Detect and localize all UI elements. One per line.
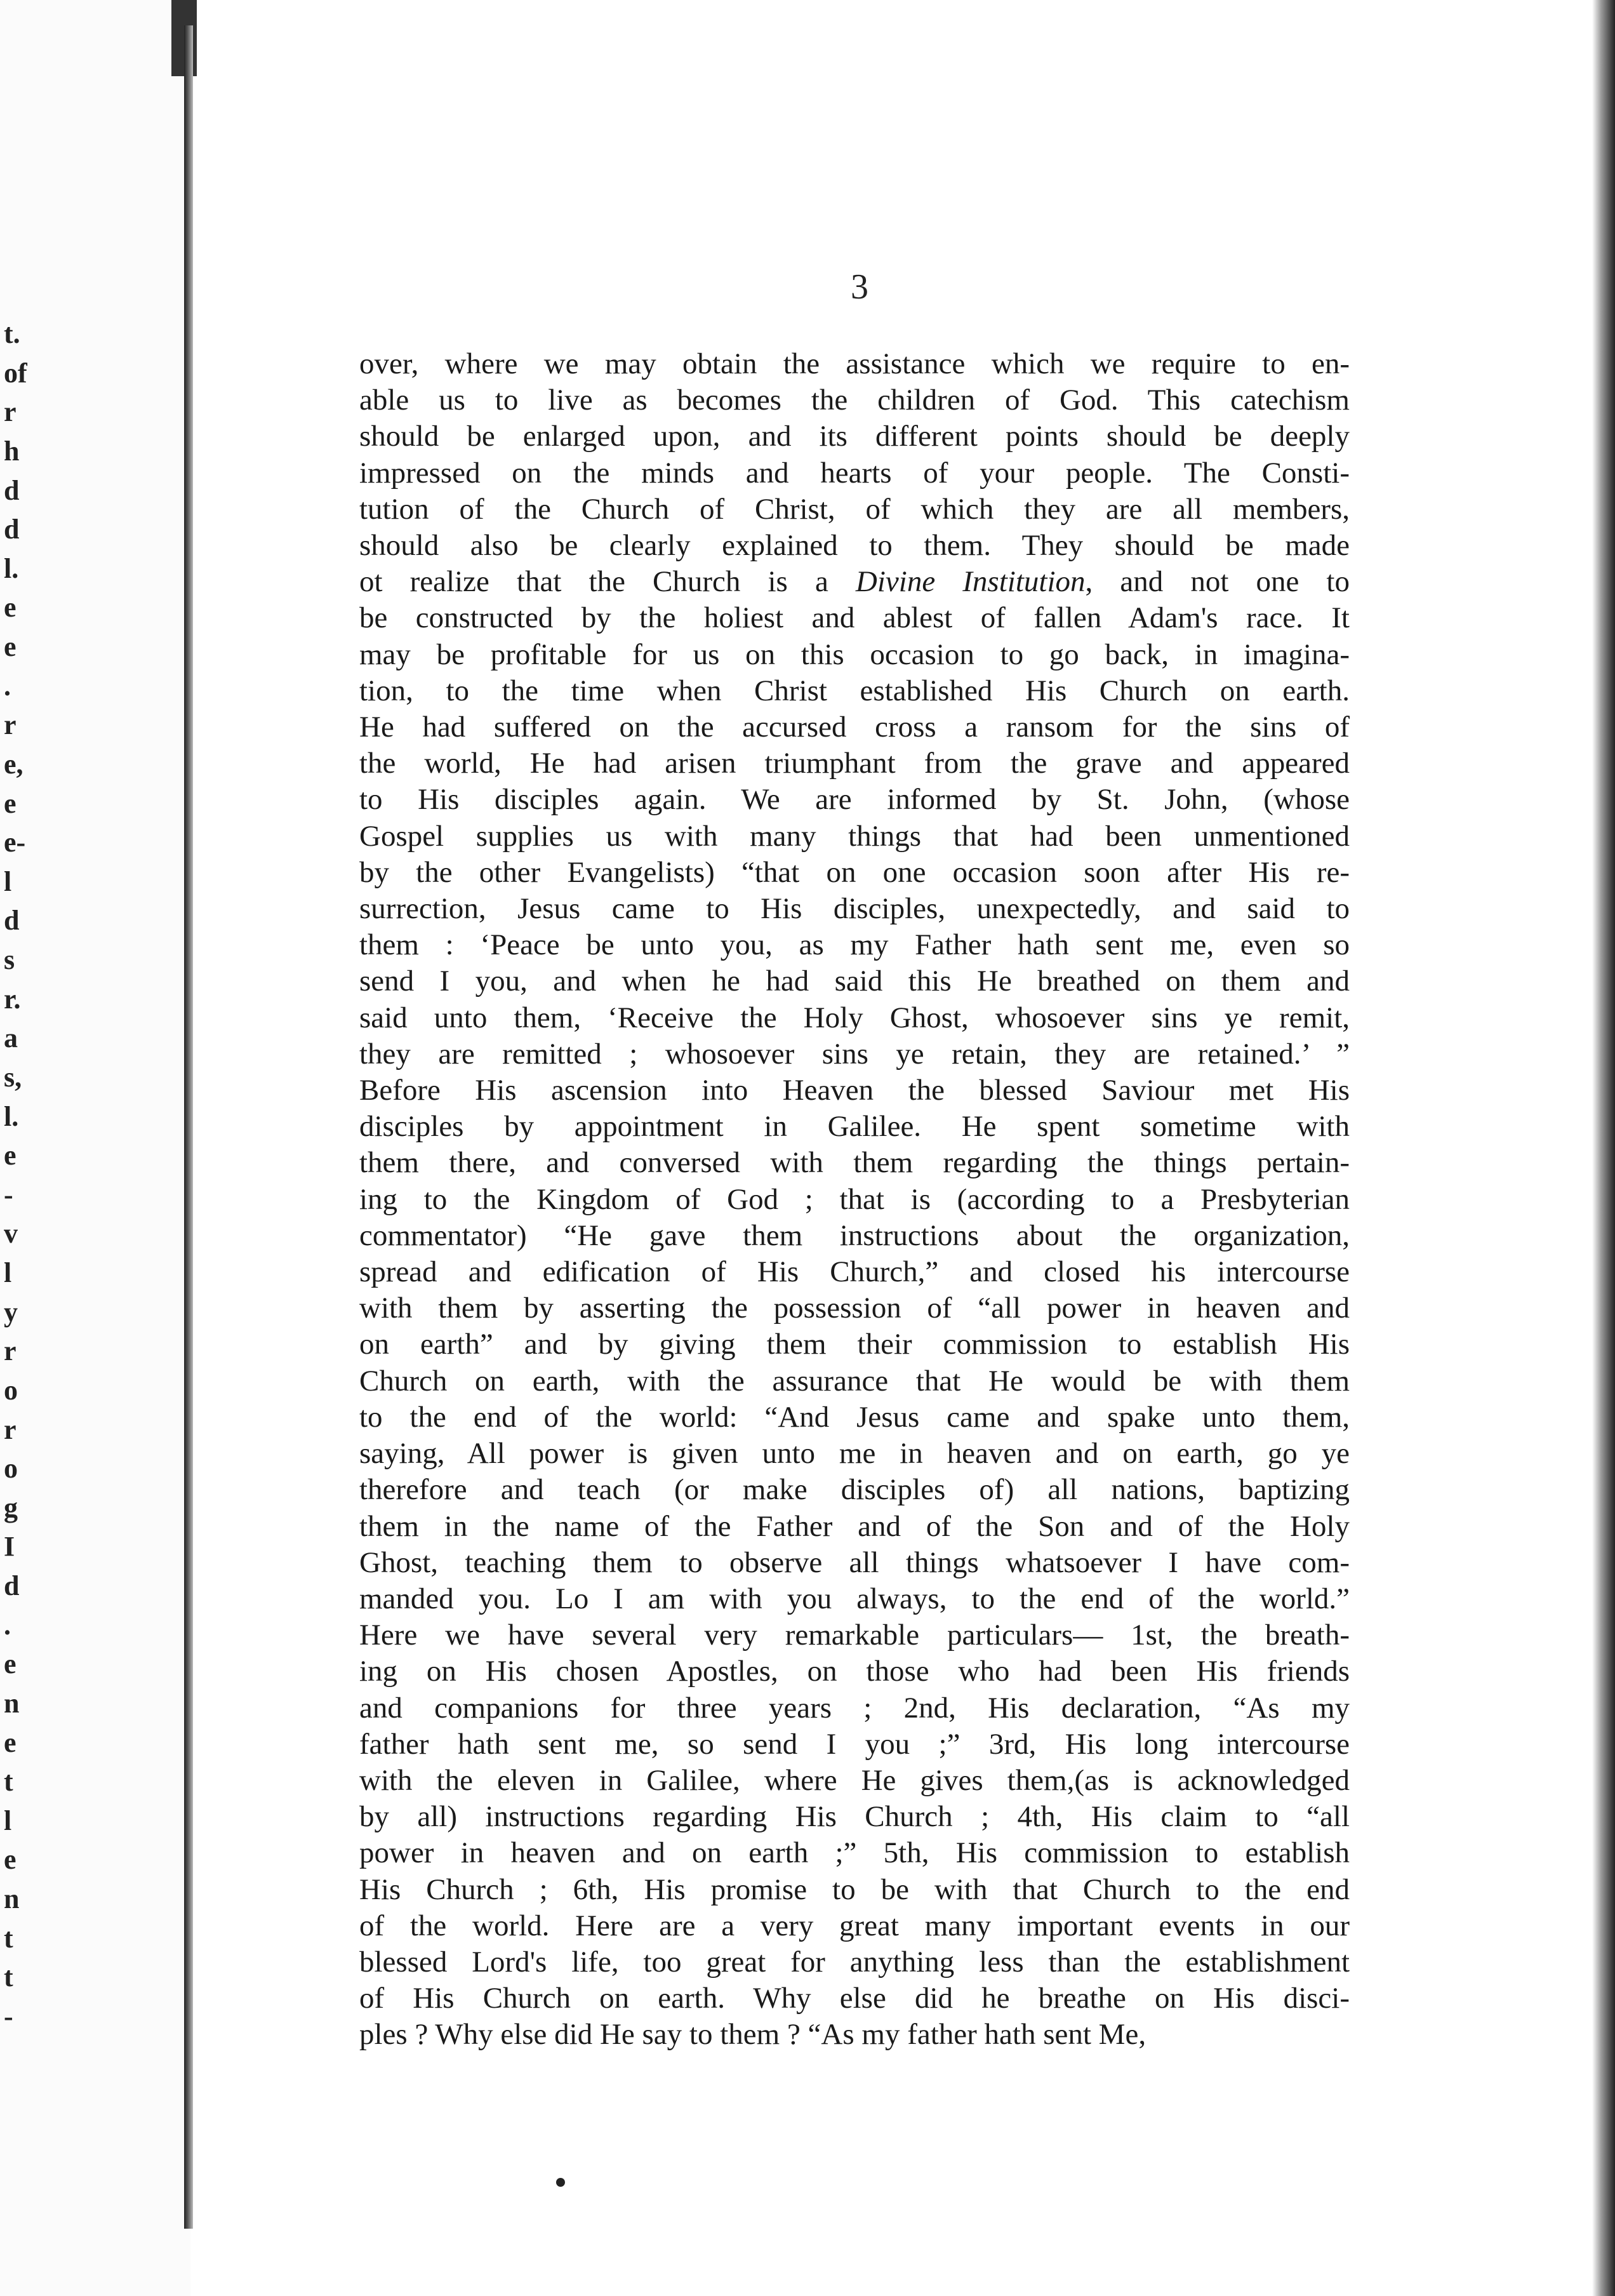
fragment-glyph: e: [4, 1844, 17, 1876]
fragment-glyph: .: [4, 1609, 11, 1641]
text-line: them there, and conversed with them regarding the things pertain-: [359, 1146, 1350, 1180]
text-line: of the world. Here are a very great many important events in our: [359, 1909, 1350, 1942]
text-line: them in the name of the Father and of the Son and of the Holy: [359, 1509, 1350, 1543]
text-line: may be profitable for us on this occasion to go back, in imagina-: [359, 637, 1350, 671]
page-number: 3: [851, 267, 868, 307]
fragment-glyph: o: [4, 1374, 18, 1406]
fragment-glyph: t.: [4, 318, 20, 349]
text-line: should also be clearly explained to them. They should be made: [359, 529, 1350, 563]
fragment-glyph: e: [4, 1140, 17, 1171]
page-edge-line: [184, 25, 193, 2229]
text-line: with the eleven in Galilee, where He gives them,(as is acknowledged: [359, 1763, 1350, 1797]
fragment-glyph: s: [4, 944, 15, 976]
fragment-glyph: g: [4, 1492, 18, 1523]
text-line: power in heaven and on earth ;” 5th, His commission to establish: [359, 1836, 1350, 1870]
text-line: spread and edification of His Church,” and closed his intercourse: [359, 1255, 1350, 1289]
text-line: should be enlarged upon, and its different points should be deeply: [359, 420, 1350, 453]
fragment-glyph: t: [4, 1961, 13, 1993]
facing-page-fragments: [0, 0, 25, 2296]
text-line: to the end of the world: “And Jesus came and spake unto them,: [359, 1400, 1350, 1434]
fragment-glyph: n: [4, 1883, 20, 1915]
fragment-glyph: e,: [4, 748, 23, 780]
fragment-glyph: d: [4, 1570, 20, 1602]
fragment-glyph: l: [4, 865, 12, 897]
fragment-glyph: r.: [4, 983, 21, 1015]
fragment-glyph: r: [4, 709, 17, 741]
fragment-glyph: e: [4, 592, 17, 624]
fragment-glyph: o: [4, 1453, 18, 1485]
fragment-glyph: e: [4, 787, 17, 819]
text-line: they are remitted ; whosoever sins ye retain, they are retained.’ ”: [359, 1037, 1350, 1071]
text-line: of His Church on earth. Why else did he breathe on His disci-: [359, 1982, 1350, 2015]
fragment-glyph: e: [4, 1726, 17, 1758]
fragment-glyph: v: [4, 1218, 18, 1250]
fragment-glyph: r: [4, 1413, 17, 1445]
text-line: ot realize that the Church is a Divine Institution, and not one to: [359, 565, 1350, 599]
text-line: Before His ascension into Heaven the blessed Saviour met His: [359, 1074, 1350, 1107]
fragment-glyph: l: [4, 1257, 12, 1289]
fragment-glyph: l.: [4, 552, 19, 584]
text-line: ples ? Why else did He say to them ? “As my father hath sent Me,: [359, 2018, 1146, 2052]
text-line: said unto them, ‘Receive the Holy Ghost, whosoever sins ye remit,: [359, 1001, 1350, 1034]
fragment-glyph: d: [4, 905, 20, 937]
text-line: disciples by appointment in Galilee. He spent sometime with: [359, 1110, 1350, 1144]
text-line: able us to live as becomes the children of God. This catechism: [359, 384, 1350, 417]
facing-page-strip: [0, 0, 190, 2296]
fragment-glyph: e-: [4, 827, 26, 858]
emphasis: Divine Institution: [855, 565, 1086, 599]
text-line: He had suffered on the accursed cross a ransom for the sins of: [359, 711, 1350, 744]
fragment-glyph: -: [4, 2001, 13, 2032]
text-line: Ghost, teaching them to observe all things whatsoever I have com-: [359, 1545, 1350, 1579]
fragment-glyph: -: [4, 1178, 13, 1210]
text-line: Gospel supplies us with many things that had been unmentioned: [359, 819, 1350, 853]
fragment-glyph: r: [4, 396, 17, 428]
text-line: to His disciples again. We are informed by St. John, (whose: [359, 783, 1350, 817]
fragment-glyph: r: [4, 1335, 17, 1367]
fragment-glyph: y: [4, 1296, 18, 1328]
text-line: on earth” and by giving them their commission to establish His: [359, 1328, 1350, 1361]
text-line: be constructed by the holiest and ablest of fallen Adam's race. It: [359, 601, 1350, 635]
text-line: them : ‘Peace be unto you, as my Father hath sent me, even so: [359, 928, 1350, 962]
text-line: tion, to the time when Christ established His Church on earth.: [359, 674, 1350, 707]
text-line: send I you, and when he had said this He breathed on them and: [359, 964, 1350, 998]
fragment-glyph: d: [4, 474, 20, 506]
text-line: blessed Lord's life, too great for anything less than the establishment: [359, 1945, 1350, 1979]
fragment-glyph: l.: [4, 1100, 19, 1132]
fragment-glyph: e: [4, 631, 17, 663]
body-text: [359, 346, 1350, 2053]
fragment-glyph: t: [4, 1766, 13, 1798]
fragment-glyph: d: [4, 514, 20, 545]
text-line: surrection, Jesus came to His disciples, unexpectedly, and said to: [359, 892, 1350, 926]
text-line: and companions for three years ; 2nd, His declaration, “As my: [359, 1691, 1350, 1725]
fragment-glyph: t: [4, 1922, 13, 1954]
fragment-glyph: h: [4, 435, 20, 467]
fragment-glyph: I: [4, 1531, 15, 1563]
text-line: by all) instructions regarding His Church ; 4th, His claim to “all: [359, 1800, 1350, 1834]
text-line: Here we have several very remarkable particulars— 1st, the breath-: [359, 1619, 1350, 1652]
text-line: manded you. Lo I am with you always, to the end of the world.”: [359, 1582, 1350, 1615]
text-line: ing to the Kingdom of God ; that is (according to a Presbyterian: [359, 1182, 1350, 1216]
fragment-glyph: e: [4, 1648, 17, 1680]
fragment-glyph: a: [4, 1022, 18, 1054]
footer-mark: [556, 2178, 565, 2187]
text-line: His Church ; 6th, His promise to be with that Church to the end: [359, 1872, 1350, 1906]
text-line: saying, All power is given unto me in heaven and on earth, go ye: [359, 1437, 1350, 1471]
fragment-glyph: s,: [4, 1061, 22, 1093]
fragment-glyph: l: [4, 1805, 12, 1836]
fragment-glyph: .: [4, 670, 11, 702]
text-line: with them by asserting the possession of “all power in heaven and: [359, 1292, 1350, 1325]
text-line: over, where we may obtain the assistance which we require to en-: [359, 347, 1350, 380]
text-line: tution of the Church of Christ, of which they are all members,: [359, 492, 1350, 526]
text-line: Church on earth, with the assurance that He would be with them: [359, 1364, 1350, 1398]
text-line: commentator) “He gave them instructions about the organization,: [359, 1218, 1350, 1252]
fragment-glyph: n: [4, 1687, 20, 1719]
right-page-edge: [1592, 0, 1615, 2296]
text-line: by the other Evangelists) “that on one occasion soon after His re-: [359, 855, 1350, 889]
text-line: ing on His chosen Apostles, on those who had been His friends: [359, 1655, 1350, 1688]
text-line: impressed on the minds and hearts of your people. The Consti-: [359, 456, 1350, 490]
text-line: father hath sent me, so send I you ;” 3rd, His long intercourse: [359, 1727, 1350, 1761]
text-line: therefore and teach (or make disciples of) all nations, baptizing: [359, 1473, 1350, 1507]
fragment-glyph: of: [4, 357, 27, 389]
text-line: the world, He had arisen triumphant from the grave and appeared: [359, 747, 1350, 780]
